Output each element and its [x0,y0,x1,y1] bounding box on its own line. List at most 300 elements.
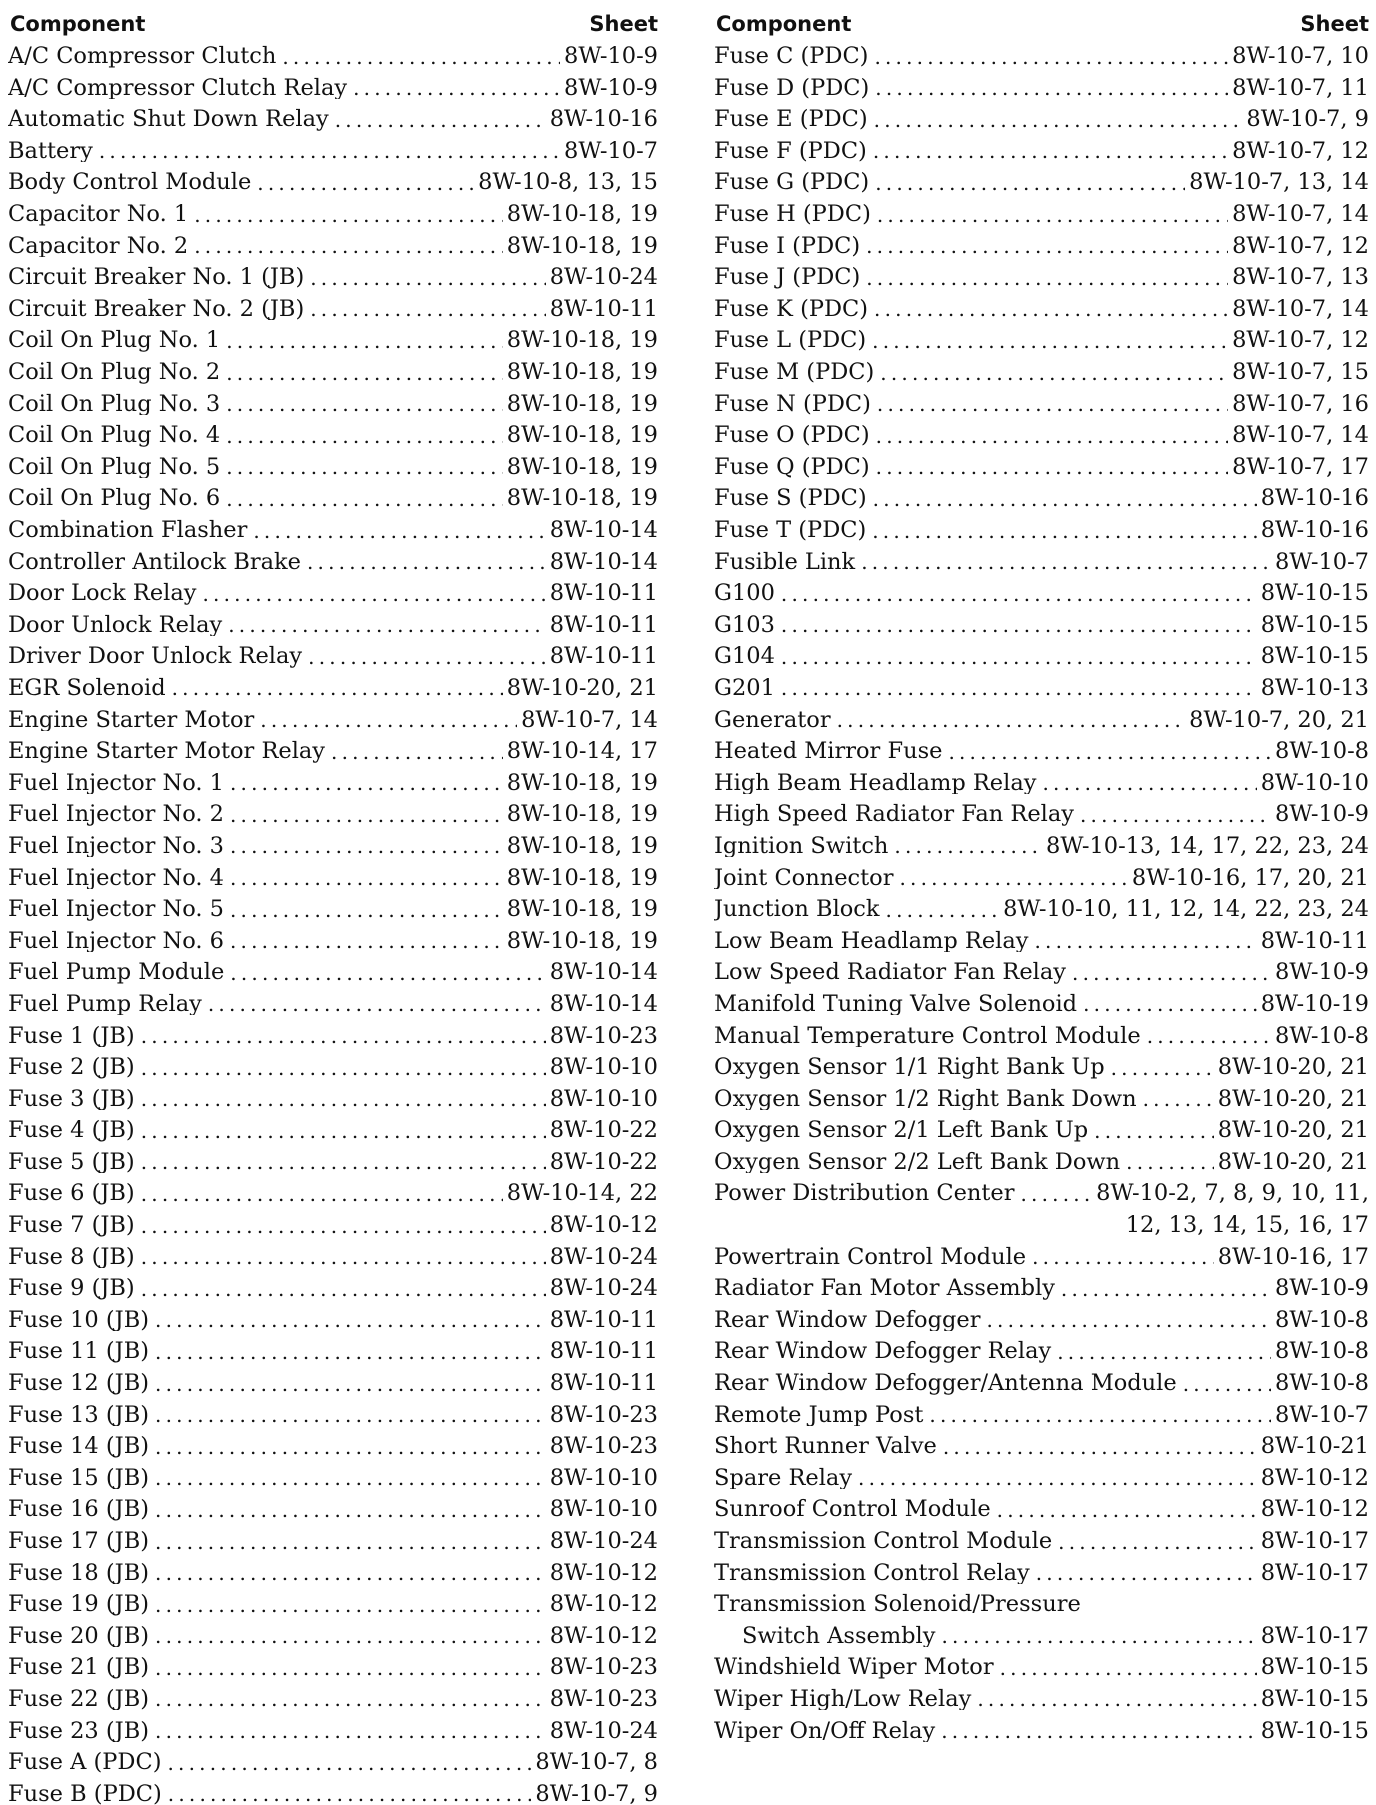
entry-sheet: 8W-10-8 [1275,1306,1369,1332]
dot-leader [155,1626,546,1647]
entry-sheet: 8W-10-22 [549,1117,658,1142]
index-entry [8,1300,658,1332]
dot-leader [194,205,503,226]
dot-leader [874,47,1228,68]
entry-sheet: 8W-10-18, 19 [506,232,658,258]
entry-component: Sunroof Control Module [714,1496,991,1521]
index-entry [714,131,1369,163]
index-entry [8,605,658,637]
index-entry [714,1300,1369,1332]
index-entry [8,36,658,68]
entry-component: Fuse 11 (JB) [8,1338,150,1363]
component-header: Component [716,12,852,36]
entry-component: Fuse 17 (JB) [8,1528,150,1553]
entry-sheet: 8W-10-18, 19 [506,201,658,226]
index-entry [714,731,1369,763]
dot-leader [899,868,1127,889]
entry-sheet: 8W-10-7, 11 [1232,74,1369,100]
index-entry [8,1173,658,1205]
index-entry [714,415,1369,447]
entry-component: Fuse 8 (JB) [8,1243,135,1269]
entry-component: Automatic Shut Down Relay [8,106,329,131]
index-entry [714,194,1369,226]
entry-sheet: 8W-10-15 [1260,611,1369,637]
index-entry [714,573,1369,605]
index-entry [714,1426,1369,1458]
dot-leader [310,299,545,320]
entry-component: Short Runner Valve [714,1433,937,1458]
dot-leader [310,268,545,289]
dot-leader [226,426,503,447]
entry-component: Rear Window Defogger [714,1306,981,1332]
entry-sheet: 8W-10-10 [549,1464,658,1490]
entry-sheet: 8W-10-7, 8 [535,1749,658,1774]
entry-sheet: 8W-10-8 [1275,1370,1369,1395]
index-entry [714,984,1369,1016]
entry-sheet: 8W-10-11 [549,643,658,668]
left-column-header [8,4,658,36]
entry-sheet: 8W-10-18, 19 [506,327,658,352]
entry-component: Oxygen Sensor 1/1 Right Bank Up [714,1054,1105,1079]
entry-component: Fuel Injector No. 5 [8,896,224,921]
entry-sheet: 8W-10-7 [1275,1401,1369,1427]
entry-sheet: 8W-10-18, 19 [506,390,658,416]
entry-component: Manual Temperature Control Module [714,1022,1141,1047]
entry-component: Fuse C (PDC) [714,43,869,68]
index-entry [714,1047,1369,1079]
entry-component: Fuse 7 (JB) [8,1212,135,1237]
entry-sheet: 8W-10-18, 19 [506,359,658,384]
entry-sheet: 8W-10-8 [1275,1338,1369,1363]
index-entry [714,699,1369,731]
entry-component: Fuse A (PDC) [8,1749,162,1774]
dot-leader [230,900,503,921]
entry-sheet: 8W-10-8, 13, 15 [478,169,658,194]
entry-sheet: 8W-10-9 [1275,1275,1369,1300]
entry-sheet: 8W-10-17 [1260,1622,1369,1648]
index-entry [714,289,1369,321]
entry-sheet: 8W-10-18, 19 [506,769,658,795]
index-entry [714,36,1369,68]
entry-sheet: 8W-10-7, 10 [1232,43,1369,68]
index-entry [714,542,1369,574]
entry-sheet: 8W-10-14, 22 [506,1180,658,1205]
index-entry [714,1363,1369,1395]
entry-sheet: 8W-10-10 [549,1054,658,1079]
dot-leader [997,1500,1257,1521]
index-entry [714,1679,1369,1711]
index-entry [8,1679,658,1711]
index-entry [8,1584,658,1616]
index-entry [8,1237,658,1269]
index-entry [8,194,658,226]
right-entry-list [714,36,1369,1742]
entry-sheet: 8W-10-16 [549,106,658,131]
index-entry [714,384,1369,416]
index-entry [714,857,1369,889]
entry-component: Remote Jump Post [714,1401,924,1427]
entry-component: Fuse 9 (JB) [8,1275,135,1300]
entry-sheet: 8W-10-7, 14 [1232,295,1369,321]
index-entry [8,636,658,668]
dot-leader [1034,931,1256,952]
index-entry [714,921,1369,953]
dot-leader [866,236,1228,257]
dot-leader [941,1721,1256,1742]
index-entry [8,1616,658,1648]
index-entry [8,731,658,763]
entry-sheet: 8W-10-15 [1260,1654,1369,1679]
index-entry [714,889,1369,921]
entry-sheet: 8W-10-11 [1260,927,1369,953]
entry-sheet: 8W-10-11 [549,295,658,321]
entry-component: Oxygen Sensor 2/1 Left Bank Up [714,1117,1089,1142]
dot-leader [155,1658,546,1679]
entry-component: Circuit Breaker No. 1 (JB) [8,264,305,289]
index-entry [714,1521,1369,1553]
dot-leader [858,1468,1257,1489]
entry-component: Fuel Injector No. 3 [8,832,224,858]
dot-leader [230,773,503,794]
index-entry [714,257,1369,289]
entry-sheet: 8W-10-17 [1260,1528,1369,1553]
index-entry [8,1742,658,1774]
index-entry [714,1331,1369,1363]
entry-component: Ignition Switch [714,832,889,858]
entry-sheet: 8W-10-13, 14, 17, 22, 23, 24 [1046,832,1369,858]
index-entry [8,1710,658,1742]
entry-sheet: 8W-10-9 [564,74,658,100]
entry-sheet: 8W-10-7, 20, 21 [1189,706,1369,732]
entry-sheet: 8W-10-10 [549,1085,658,1111]
dot-leader [282,47,560,68]
entry-sheet: 8W-10-18, 19 [506,927,658,953]
dot-leader [226,363,503,384]
entry-component: High Speed Radiator Fan Relay [714,801,1074,826]
entry-sheet: 8W-10-19 [1260,990,1369,1016]
component-header: Component [10,12,146,36]
right-column-header [714,4,1369,36]
index-entry [8,510,658,542]
entry-component: Rear Window Defogger/Antenna Module [714,1370,1177,1395]
index-entry [8,763,658,795]
entry-component: Fuse 18 (JB) [8,1559,150,1585]
entry-sheet: 8W-10-11 [549,1306,658,1332]
entry-sheet: 8W-10-9 [564,43,658,68]
entry-sheet: 8W-10-7, 12 [1232,137,1369,163]
entry-component: Radiator Fan Motor Assembly [714,1275,1055,1300]
dot-leader [1072,963,1271,984]
entry-sheet: 8W-10-16 [1260,485,1369,510]
index-entry [8,162,658,194]
entry-component: Heated Mirror Fuse [714,738,943,763]
entry-component: Fuse 2 (JB) [8,1054,135,1079]
index-entry [8,826,658,858]
dot-leader [141,1279,546,1300]
entry-component: G103 [714,611,775,637]
entry-component: Fuse B (PDC) [8,1780,162,1805]
entry-component: Fuse H (PDC) [714,201,871,226]
entry-sheet: 8W-10-24 [549,1717,658,1743]
index-entry [714,1237,1369,1269]
entry-component: Wiper On/Off Relay [714,1717,936,1743]
entry-component: Fuse S (PDC) [714,485,867,510]
entry-sheet: 8W-10-7, 9 [535,1780,658,1805]
index-entry [8,921,658,953]
index-entry [714,510,1369,542]
dot-leader [977,1689,1256,1710]
dot-leader [226,489,503,510]
index-entry [714,1647,1369,1679]
dot-leader [194,236,503,257]
entry-sheet: 8W-10-12 [549,1559,658,1585]
entry-component: Fuse M (PDC) [714,359,875,384]
dot-leader [781,615,1257,636]
dot-leader [141,1121,546,1142]
sheet-header: Sheet [589,12,658,36]
index-entry [714,226,1369,258]
dot-leader [253,521,545,542]
dot-leader [894,836,1042,857]
dot-leader [1183,1374,1271,1395]
dot-leader [155,1310,546,1331]
index-entry [8,320,658,352]
entry-component: Capacitor No. 2 [8,232,189,258]
dot-leader [1111,1058,1214,1079]
dot-leader [141,1058,546,1079]
entry-sheet: 8W-10-23 [549,1685,658,1711]
entry-component: Fuse 19 (JB) [8,1591,150,1616]
dot-leader [781,678,1257,699]
index-entry [714,1553,1369,1585]
dot-leader [155,1374,546,1395]
dot-leader [230,868,503,889]
entry-sheet: 8W-10-18, 19 [506,896,658,921]
index-entry [8,1553,658,1585]
entry-sheet: 8W-10-20, 21 [1217,1148,1369,1174]
index-entry [8,1395,658,1427]
dot-leader [872,331,1228,352]
entry-sheet: 8W-10-15 [1260,580,1369,605]
entry-sheet: 8W-10-7, 15 [1232,359,1369,384]
entry-sheet: 8W-10-10 [1260,769,1369,795]
entry-sheet: 8W-10-20, 21 [1217,1085,1369,1111]
entry-component: Oxygen Sensor 2/2 Left Bank Down [714,1148,1121,1174]
entry-sheet: 8W-10-18, 19 [506,864,658,890]
entry-component: Fuse J (PDC) [714,264,861,289]
dot-leader [141,1026,546,1047]
dot-leader [873,141,1228,162]
entry-component: Fuel Pump Relay [8,990,202,1016]
entry-sheet: 8W-10-20, 21 [1217,1117,1369,1142]
entry-sheet: 8W-10-10 [549,1496,658,1521]
entry-component: Transmission Control Relay [714,1559,1030,1585]
dot-leader [781,584,1257,605]
entry-sheet: 8W-10-7, 14 [521,706,658,732]
dot-leader [877,205,1228,226]
dot-leader [876,457,1228,478]
entry-sheet: 8W-10-10, 11, 12, 14, 22, 23, 24 [1003,896,1369,921]
entry-sheet: 8W-10-14 [549,517,658,542]
dot-leader [308,647,546,668]
entry-component: G201 [714,674,775,700]
entry-sheet: 8W-10-18, 19 [506,801,658,826]
entry-sheet: 8W-10-23 [549,1433,658,1458]
index-entry [714,1458,1369,1490]
dot-leader [1058,1532,1257,1553]
entry-sheet: 8W-10-18, 19 [506,832,658,858]
dot-leader [155,1342,546,1363]
entry-component: Fuse 5 (JB) [8,1148,135,1174]
dot-leader [1061,1279,1271,1300]
dot-leader [208,994,546,1015]
entry-component: Fuse 14 (JB) [8,1433,150,1458]
entry-component: Coil On Plug No. 6 [8,485,221,510]
entry-sheet: 8W-10-12 [1260,1464,1369,1490]
dot-leader [141,1216,546,1237]
index-entry [8,1426,658,1458]
dot-leader [307,552,546,573]
entry-component: Fuse T (PDC) [714,517,867,542]
entry-component: Coil On Plug No. 3 [8,390,221,416]
entry-component: Fuse 4 (JB) [8,1117,135,1142]
dot-leader [155,1437,546,1458]
dot-leader [1000,1658,1257,1679]
dot-leader [155,1405,546,1426]
entry-component: Fuel Injector No. 2 [8,801,224,826]
entry-component: Door Unlock Relay [8,611,223,637]
entry-sheet: 8W-10-16 [1260,517,1369,542]
dot-leader [226,394,503,415]
entry-component: Fuse 13 (JB) [8,1401,150,1427]
dot-leader [837,710,1186,731]
entry-component: Transmission Solenoid/Pressure [714,1591,1081,1616]
entry-sheet: 8W-10-18, 19 [506,453,658,479]
entry-component: Fuel Injector No. 6 [8,927,224,953]
dot-leader [886,900,1000,921]
index-entry [8,573,658,605]
dot-leader [872,521,1256,542]
entry-component: Fuse I (PDC) [714,232,861,258]
dot-leader [781,647,1257,668]
dot-leader [141,1184,503,1205]
dot-leader [353,78,560,99]
index-entry [8,131,658,163]
index-entry [8,1015,658,1047]
dot-leader [866,268,1228,289]
entry-sheet: 8W-10-16, 17, 20, 21 [1131,864,1369,890]
dot-leader [876,426,1228,447]
sheet-header: Sheet [1300,12,1369,36]
dot-leader [943,1437,1257,1458]
entry-component: Fuse O (PDC) [714,422,870,447]
entry-component: Fuse 1 (JB) [8,1022,135,1047]
entry-component: Fuse 6 (JB) [8,1180,135,1205]
entry-sheet: 8W-10-7, 16 [1232,390,1369,416]
index-entry [8,257,658,289]
index-entry [714,1616,1369,1648]
index-entry [714,1110,1369,1142]
dot-leader [875,173,1185,194]
entry-sheet: 8W-10-11 [549,611,658,637]
dot-leader [260,710,517,731]
dot-leader [172,678,503,699]
entry-sheet: 8W-10-18, 19 [506,422,658,447]
dot-leader [335,110,546,131]
dot-leader [155,1468,546,1489]
entry-component: Fuse L (PDC) [714,327,867,352]
index-entry [714,1015,1369,1047]
entry-component: Junction Block [714,896,880,921]
entry-sheet: 8W-10-8 [1275,1022,1369,1047]
index-entry [714,605,1369,637]
entry-component: Driver Door Unlock Relay [8,643,303,668]
entry-component: Power Distribution Center [714,1180,1015,1205]
entry-sheet: 8W-10-12 [549,1591,658,1616]
entry-component: Low Beam Headlamp Relay [714,927,1029,953]
dot-leader [1036,1563,1257,1584]
index-entry [8,1647,658,1679]
dot-leader [1094,1121,1214,1142]
entry-component: Powertrain Control Module [714,1243,1027,1269]
entry-component: Manifold Tuning Valve Solenoid [714,990,1078,1016]
dot-leader [230,805,503,826]
index-entry [714,1489,1369,1521]
dot-leader [168,1784,532,1805]
dot-leader [986,1310,1271,1331]
entry-sheet: 8W-10-14 [549,959,658,984]
dot-leader [155,1563,546,1584]
entry-component: G104 [714,643,775,668]
entry-component: Body Control Module [8,169,252,194]
left-column [8,4,658,1805]
index-entry [8,952,658,984]
dot-leader [941,1626,1256,1647]
index-entry [714,99,1369,131]
entry-sheet: 8W-10-7, 12 [1232,327,1369,352]
entry-component: Coil On Plug No. 1 [8,327,221,352]
entry-component: Door Lock Relay [8,580,197,605]
dot-leader [1147,1026,1271,1047]
dot-leader [861,552,1271,573]
entry-sheet: 8W-10-15 [1260,643,1369,668]
index-entry [8,99,658,131]
entry-sheet: 8W-10-20, 21 [506,674,658,700]
index-entry [8,699,658,731]
index-entry [8,447,658,479]
index-entry [714,320,1369,352]
index-entry [8,1774,658,1805]
entry-sheet: 8W-10-11 [549,1370,658,1395]
index-entry [8,1363,658,1395]
entry-sheet: 8W-10-23 [549,1654,658,1679]
entry-component: Fuse 20 (JB) [8,1622,150,1648]
entry-component: Fuse 3 (JB) [8,1085,135,1111]
entry-component: Fuel Pump Module [8,959,225,984]
entry-component: Circuit Breaker No. 2 (JB) [8,295,305,321]
dot-leader [877,394,1228,415]
dot-leader [230,931,503,952]
index-entry [714,763,1369,795]
index-entry [8,542,658,574]
entry-component: High Beam Headlamp Relay [714,769,1037,795]
entry-component: Rear Window Defogger Relay [714,1338,1052,1363]
entry-sheet: 8W-10-20, 21 [1217,1054,1369,1079]
entry-sheet: 8W-10-11 [549,1338,658,1363]
entry-sheet: 8W-10-7 [564,137,658,163]
entry-component: Fuel Injector No. 1 [8,769,224,795]
entry-component: Wiper High/Low Relay [714,1685,972,1711]
